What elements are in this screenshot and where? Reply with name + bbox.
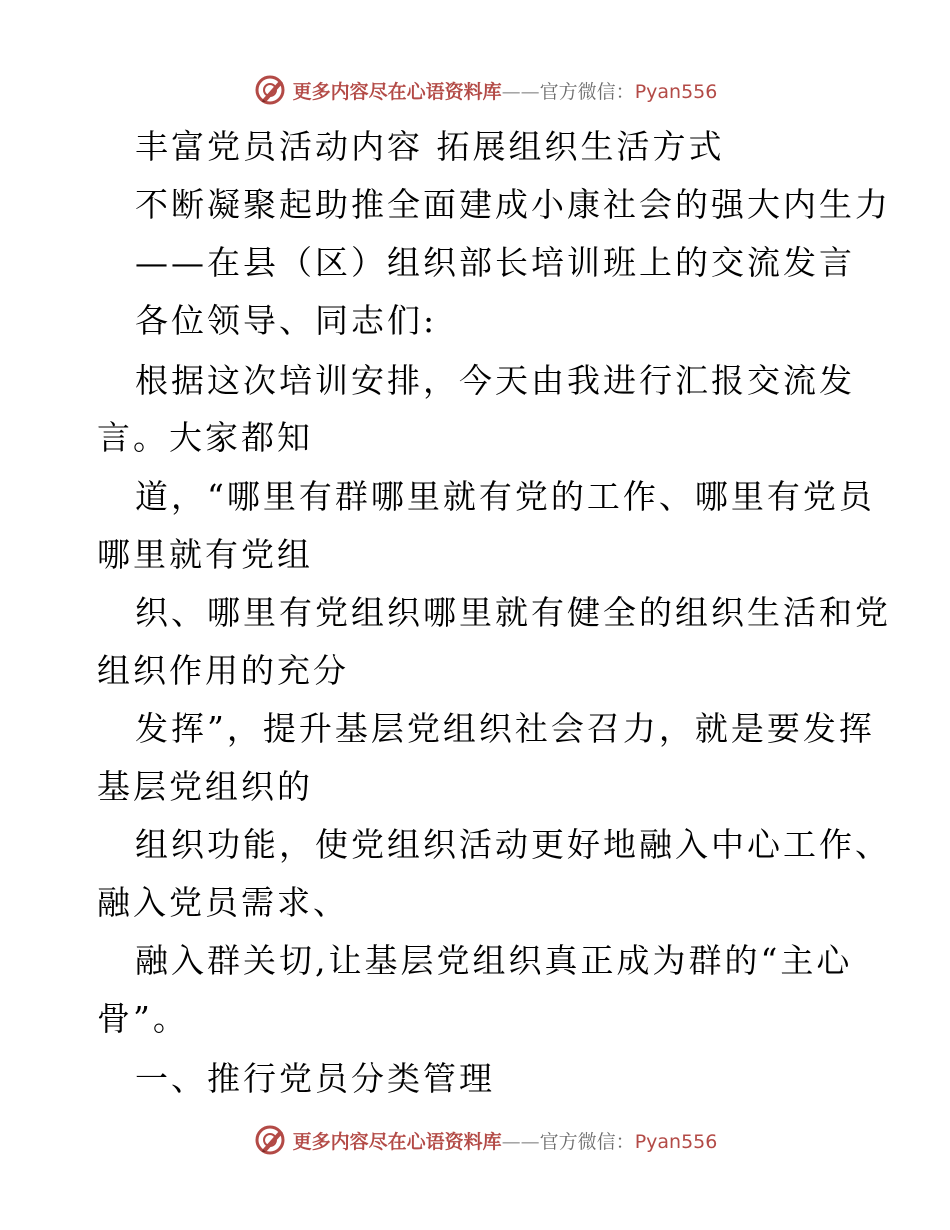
paragraph-line: 基层党组织的	[97, 767, 313, 806]
watermark-account: Pyan556	[634, 80, 718, 103]
watermark-text	[293, 1127, 718, 1154]
paragraph-line: 融入群关切,让基层党组织真正成为群的“主心	[135, 941, 853, 980]
paragraph-line: 发挥”，提升基层党组织社会召力，就是要发挥	[135, 709, 875, 748]
watermark-dash: ——	[501, 80, 540, 103]
section-heading: 一、推行党员分类管理	[135, 1059, 495, 1098]
pen-logo-icon	[253, 1123, 287, 1157]
paragraph-line: 言。大家都知	[97, 418, 313, 457]
paragraph-line: 组织功能，使党组织活动更好地融入中心工作、	[135, 825, 891, 864]
watermark-wechat-label: 官方微信：	[539, 80, 635, 103]
paragraph-line: 组织作用的充分	[97, 651, 349, 690]
paragraph-line: 融入党员需求、	[97, 883, 349, 922]
footer-watermark	[0, 1120, 950, 1160]
salutation: 各位领导、同志们:	[135, 301, 438, 340]
watermark-text	[293, 77, 718, 104]
paragraph-line: 骨”。	[97, 999, 189, 1038]
header-watermark	[0, 70, 950, 110]
watermark-wechat-label: 官方微信：	[539, 1130, 635, 1153]
paragraph-line: 哪里就有党组	[97, 535, 313, 574]
paragraph-line: 织、哪里有党组织哪里就有健全的组织生活和党	[135, 593, 891, 632]
paragraph-line: 道，“哪里有群哪里就有党的工作、哪里有党员	[135, 477, 875, 516]
watermark-dash: ——	[501, 1130, 540, 1153]
watermark-account: Pyan556	[634, 1130, 718, 1153]
watermark-brand: 更多内容尽在心语资料库	[292, 80, 502, 103]
paragraph-line: 根据这次培训安排，今天由我进行汇报交流发	[135, 361, 855, 400]
document-subtitle: 不断凝聚起助推全面建成小康社会的强大内生力	[135, 185, 891, 224]
pen-logo-icon	[253, 73, 287, 107]
document-title: 丰富党员活动内容 拓展组织生活方式	[135, 127, 725, 166]
document-subtitle-occasion: ——在县（区）组织部长培训班上的交流发言	[135, 243, 855, 282]
watermark-brand: 更多内容尽在心语资料库	[292, 1130, 502, 1153]
